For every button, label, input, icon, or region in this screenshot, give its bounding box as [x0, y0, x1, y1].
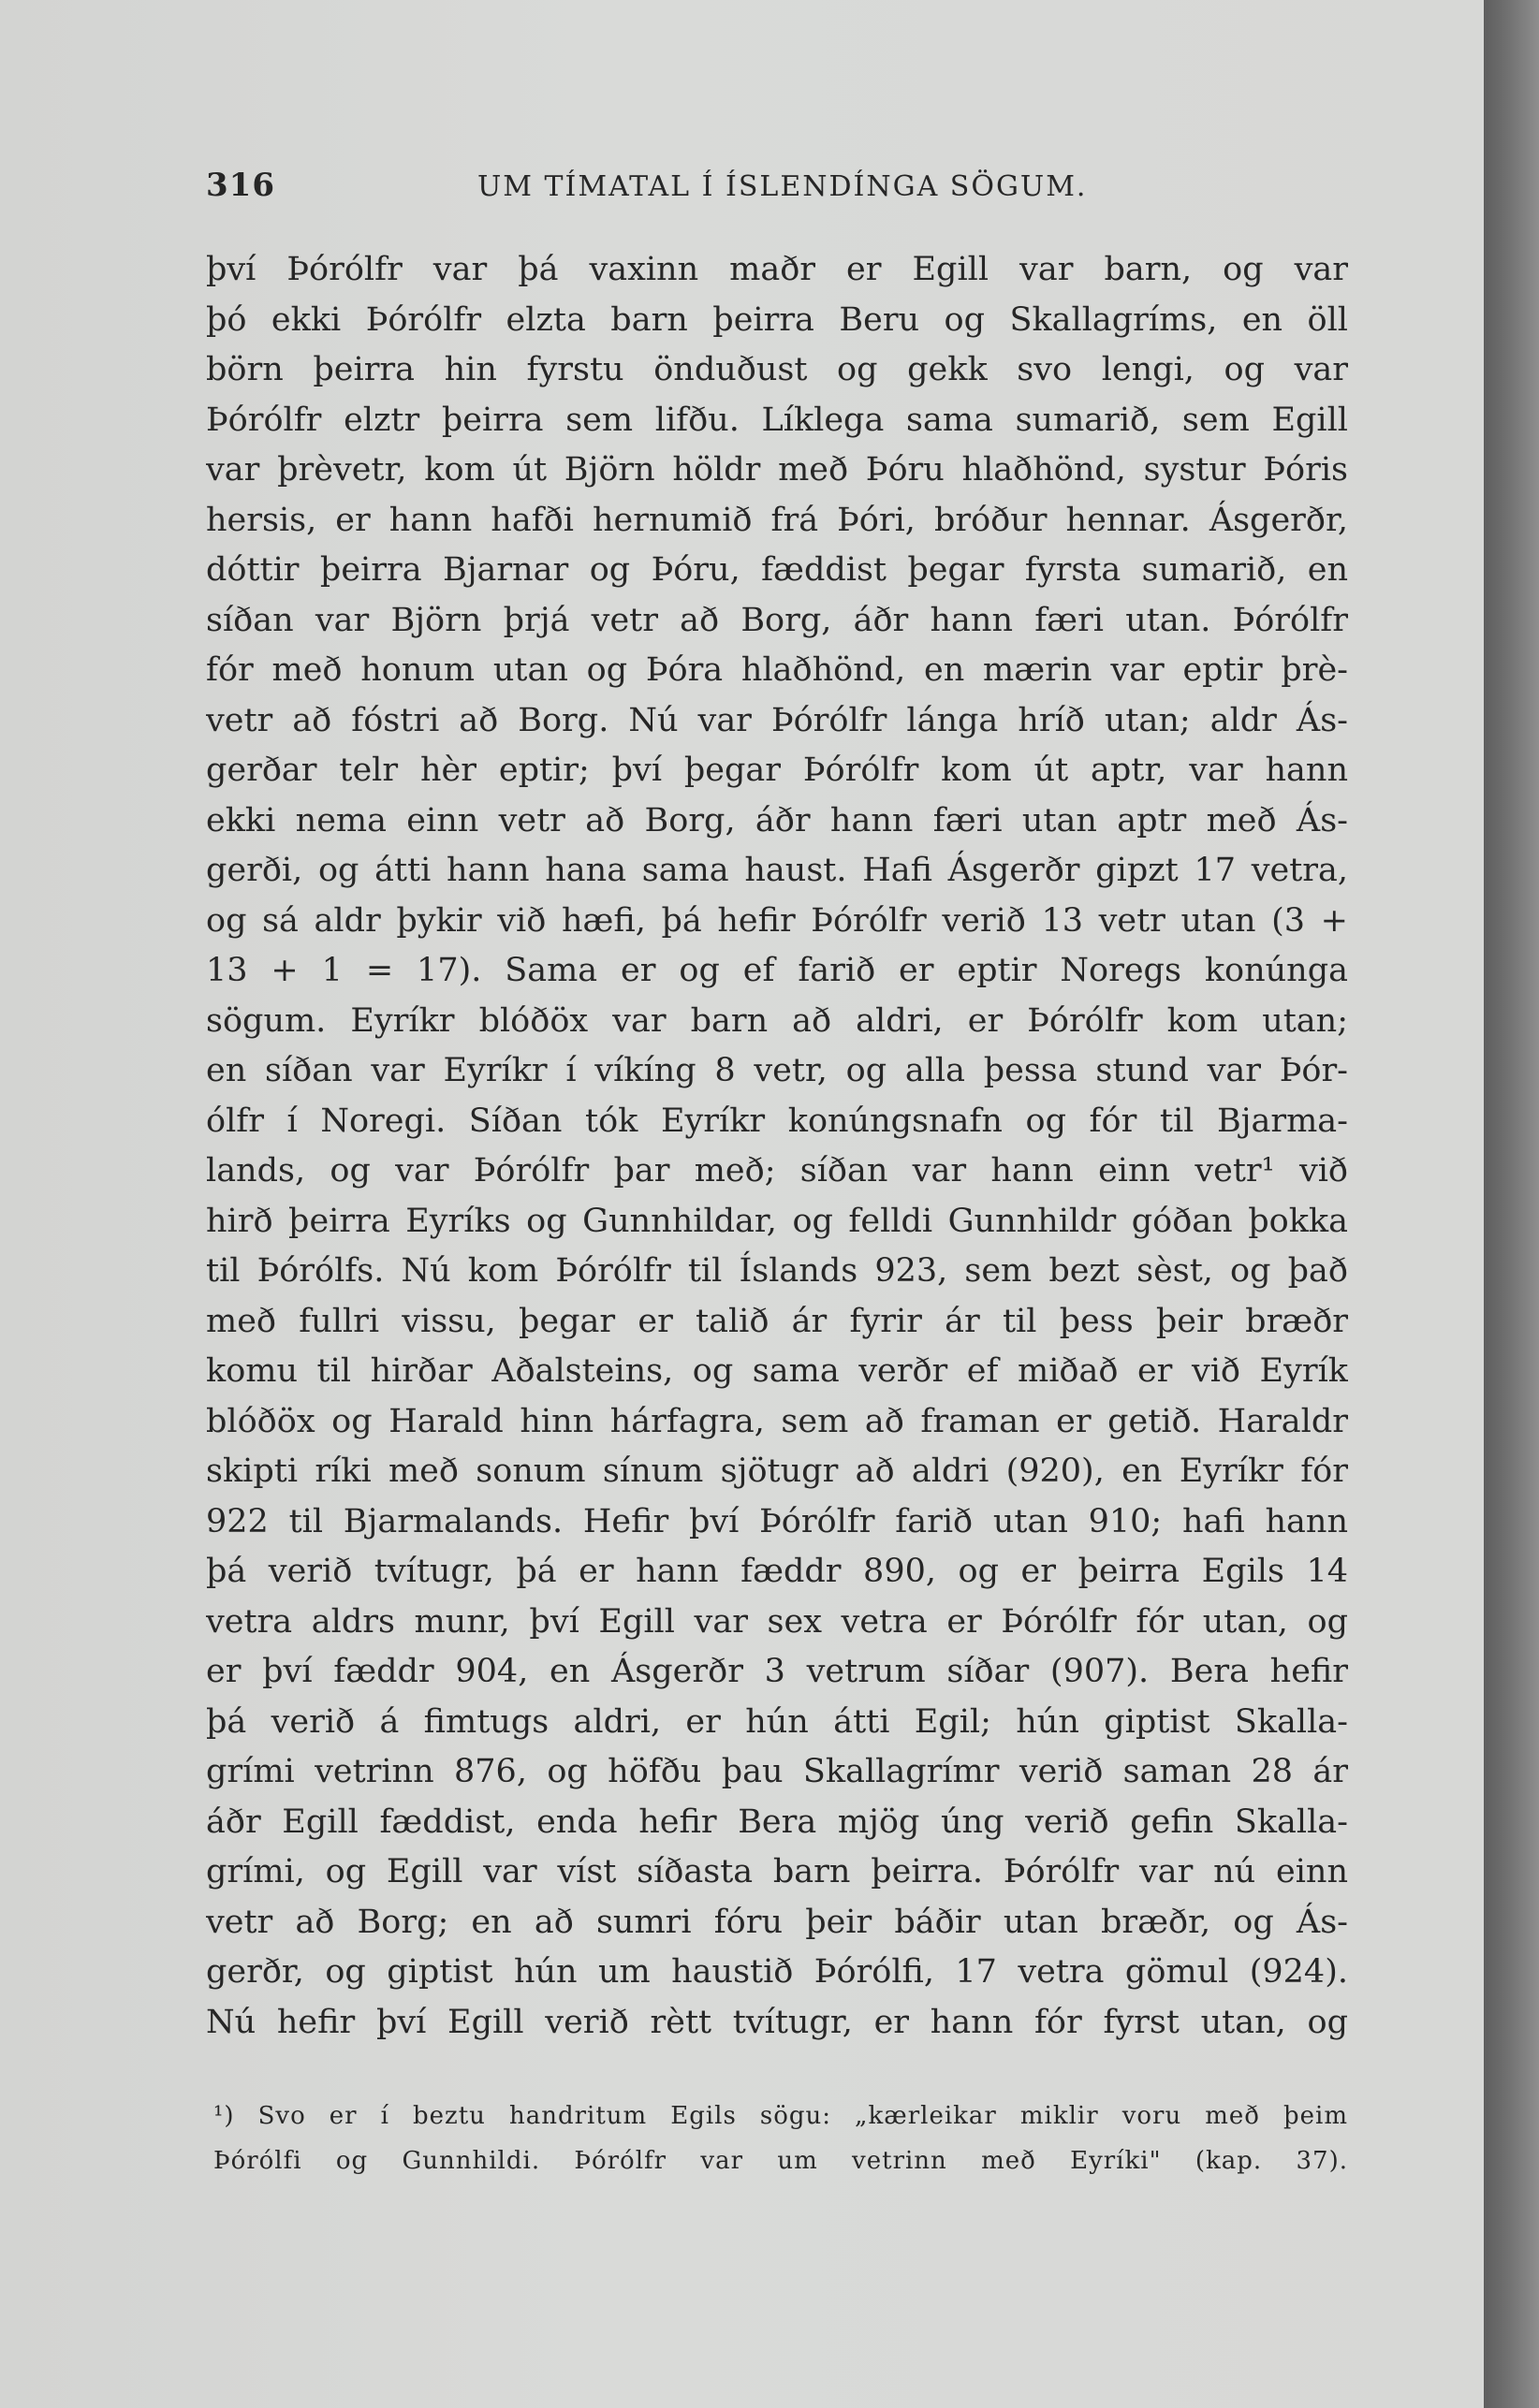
- text-line: Nú hefir því Egill verið rètt tvítugr, er hann fór fyrst utan, og: [206, 2003, 1348, 2041]
- text-line: ólfr í Noregi. Síðan tók Eyríkr konúngsnafn og fór til Bjarma-: [206, 1102, 1348, 1140]
- text-line: grími vetrinn 876, og höfðu þau Skallagrímr verið saman 28 ár: [206, 1753, 1348, 1790]
- text-line: fór með honum utan og Þóra hlaðhönd, en mærin var eptir þrè-: [206, 651, 1348, 689]
- text-line: gerðar telr hèr eptir; því þegar Þórólfr kom út aptr, var hann: [206, 752, 1348, 789]
- page-number: 316: [206, 167, 275, 204]
- text-line: ekki nema einn vetr að Borg, áðr hann færi utan aptr með Ás-: [206, 801, 1348, 839]
- text-line: 13 + 1 = 17). Sama er og ef farið er eptir Noregs konúnga: [206, 952, 1348, 989]
- text-line: þá verið á fimtugs aldri, er hún átti Egil; hún giptist Skalla-: [206, 1702, 1348, 1741]
- text-line: lands, og var Þórólfr þar með; síðan var hann einn vetr¹ við: [206, 1152, 1348, 1189]
- text-line: skipti ríki með sonum sínum sjötugr að aldri (920), en Eyríkr fór: [206, 1452, 1348, 1490]
- page-header: [206, 167, 1348, 223]
- text-line: síðan var Björn þrjá vetr að Borg, áðr hann færi utan. Þórólfr: [206, 601, 1348, 639]
- text-line: hirð þeirra Eyríks og Gunnhildar, og felldi Gunnhildr góðan þokka: [206, 1202, 1348, 1240]
- text-line: komu til hirðar Aðalsteins, og sama verðr ef miðað er við Eyrík: [206, 1352, 1348, 1390]
- text-line: og sá aldr þykir við hæfi, þá hefir Þórólfr verið 13 vetr utan (3 +: [206, 901, 1348, 940]
- text-line: Þórólfr elztr þeirra sem lifðu. Líklega sama sumarið, sem Egill: [206, 401, 1348, 439]
- text-line: grími, og Egill var víst síðasta barn þeirra. Þórólfr var nú einn: [206, 1853, 1348, 1890]
- footnote-line: ¹) Svo er í beztu handritum Egils sögu: „kærleikar miklir voru með þeim: [213, 2102, 1348, 2130]
- text-line: gerði, og átti hann hana sama haust. Hafi Ásgerðr gipzt 17 vetra,: [206, 852, 1348, 889]
- text-line: því Þórólfr var þá vaxinn maðr er Egill var barn, og var: [206, 251, 1348, 288]
- text-line: vetra aldrs munr, því Egill var sex vetra er Þórólfr fór utan, og: [206, 1602, 1348, 1641]
- text-line: þó ekki Þórólfr elzta barn þeirra Beru og Skallagríms, en öll: [206, 300, 1348, 339]
- body-text: [206, 245, 1348, 2048]
- text-line: til Þórólfs. Nú kom Þórólfr til Íslands 923, sem bezt sèst, og það: [206, 1252, 1348, 1290]
- text-line: 922 til Bjarmalands. Hefir því Þórólfr farið utan 910; hafi hann: [206, 1502, 1348, 1540]
- text-line: þá verið tvítugr, þá er hann fæddr 890, og er þeirra Egils 14: [206, 1553, 1348, 1590]
- footnotes: [213, 2094, 1348, 2183]
- text-line: áðr Egill fæddist, enda hefir Bera mjög úng verið gefin Skalla-: [206, 1802, 1348, 1841]
- text-line: hersis, er hann hafði hernumið frá Þóri, bróður hennar. Ásgerðr,: [206, 501, 1348, 539]
- text-line: gerðr, og giptist hún um haustið Þórólfi, 17 vetra gömul (924).: [206, 1953, 1348, 1991]
- text-line: var þrèvetr, kom út Björn höldr með Þóru hlaðhönd, systur Þóris: [206, 451, 1348, 489]
- text-line: en síðan var Eyríkr í víkíng 8 vetr, og alla þessa stund var Þór-: [206, 1052, 1348, 1089]
- text-line: blóðöx og Harald hinn hárfagra, sem að framan er getið. Haraldr: [206, 1402, 1348, 1440]
- text-line: dóttir þeirra Bjarnar og Þóru, fæddist þegar fyrsta sumarið, en: [206, 551, 1348, 589]
- text-line: vetr að Borg; en að sumri fóru þeir báðir utan bræðr, og Ás-: [206, 1903, 1348, 1941]
- footnote-line: Þórólfi og Gunnhildi. Þórólfr var um vetrinn með Eyríki" (kap. 37).: [213, 2147, 1348, 2175]
- running-title: UM TÍMATAL Í ÍSLENDÍNGA SÖGUM.: [477, 170, 1088, 203]
- text-line: sögum. Eyríkr blóðöx var barn að aldri, er Þórólfr kom utan;: [206, 1001, 1348, 1040]
- text-line: er því fæddr 904, en Ásgerðr 3 vetrum síðar (907). Bera hefir: [206, 1653, 1348, 1690]
- page-edge-shadow: [1484, 0, 1539, 2408]
- text-line: vetr að fóstri að Borg. Nú var Þórólfr lánga hríð utan; aldr Ás-: [206, 701, 1348, 739]
- text-line: með fullri vissu, þegar er talið ár fyrir ár til þess þeir bræðr: [206, 1302, 1348, 1340]
- text-line: börn þeirra hin fyrstu önduðust og gekk svo lengi, og var: [206, 351, 1348, 388]
